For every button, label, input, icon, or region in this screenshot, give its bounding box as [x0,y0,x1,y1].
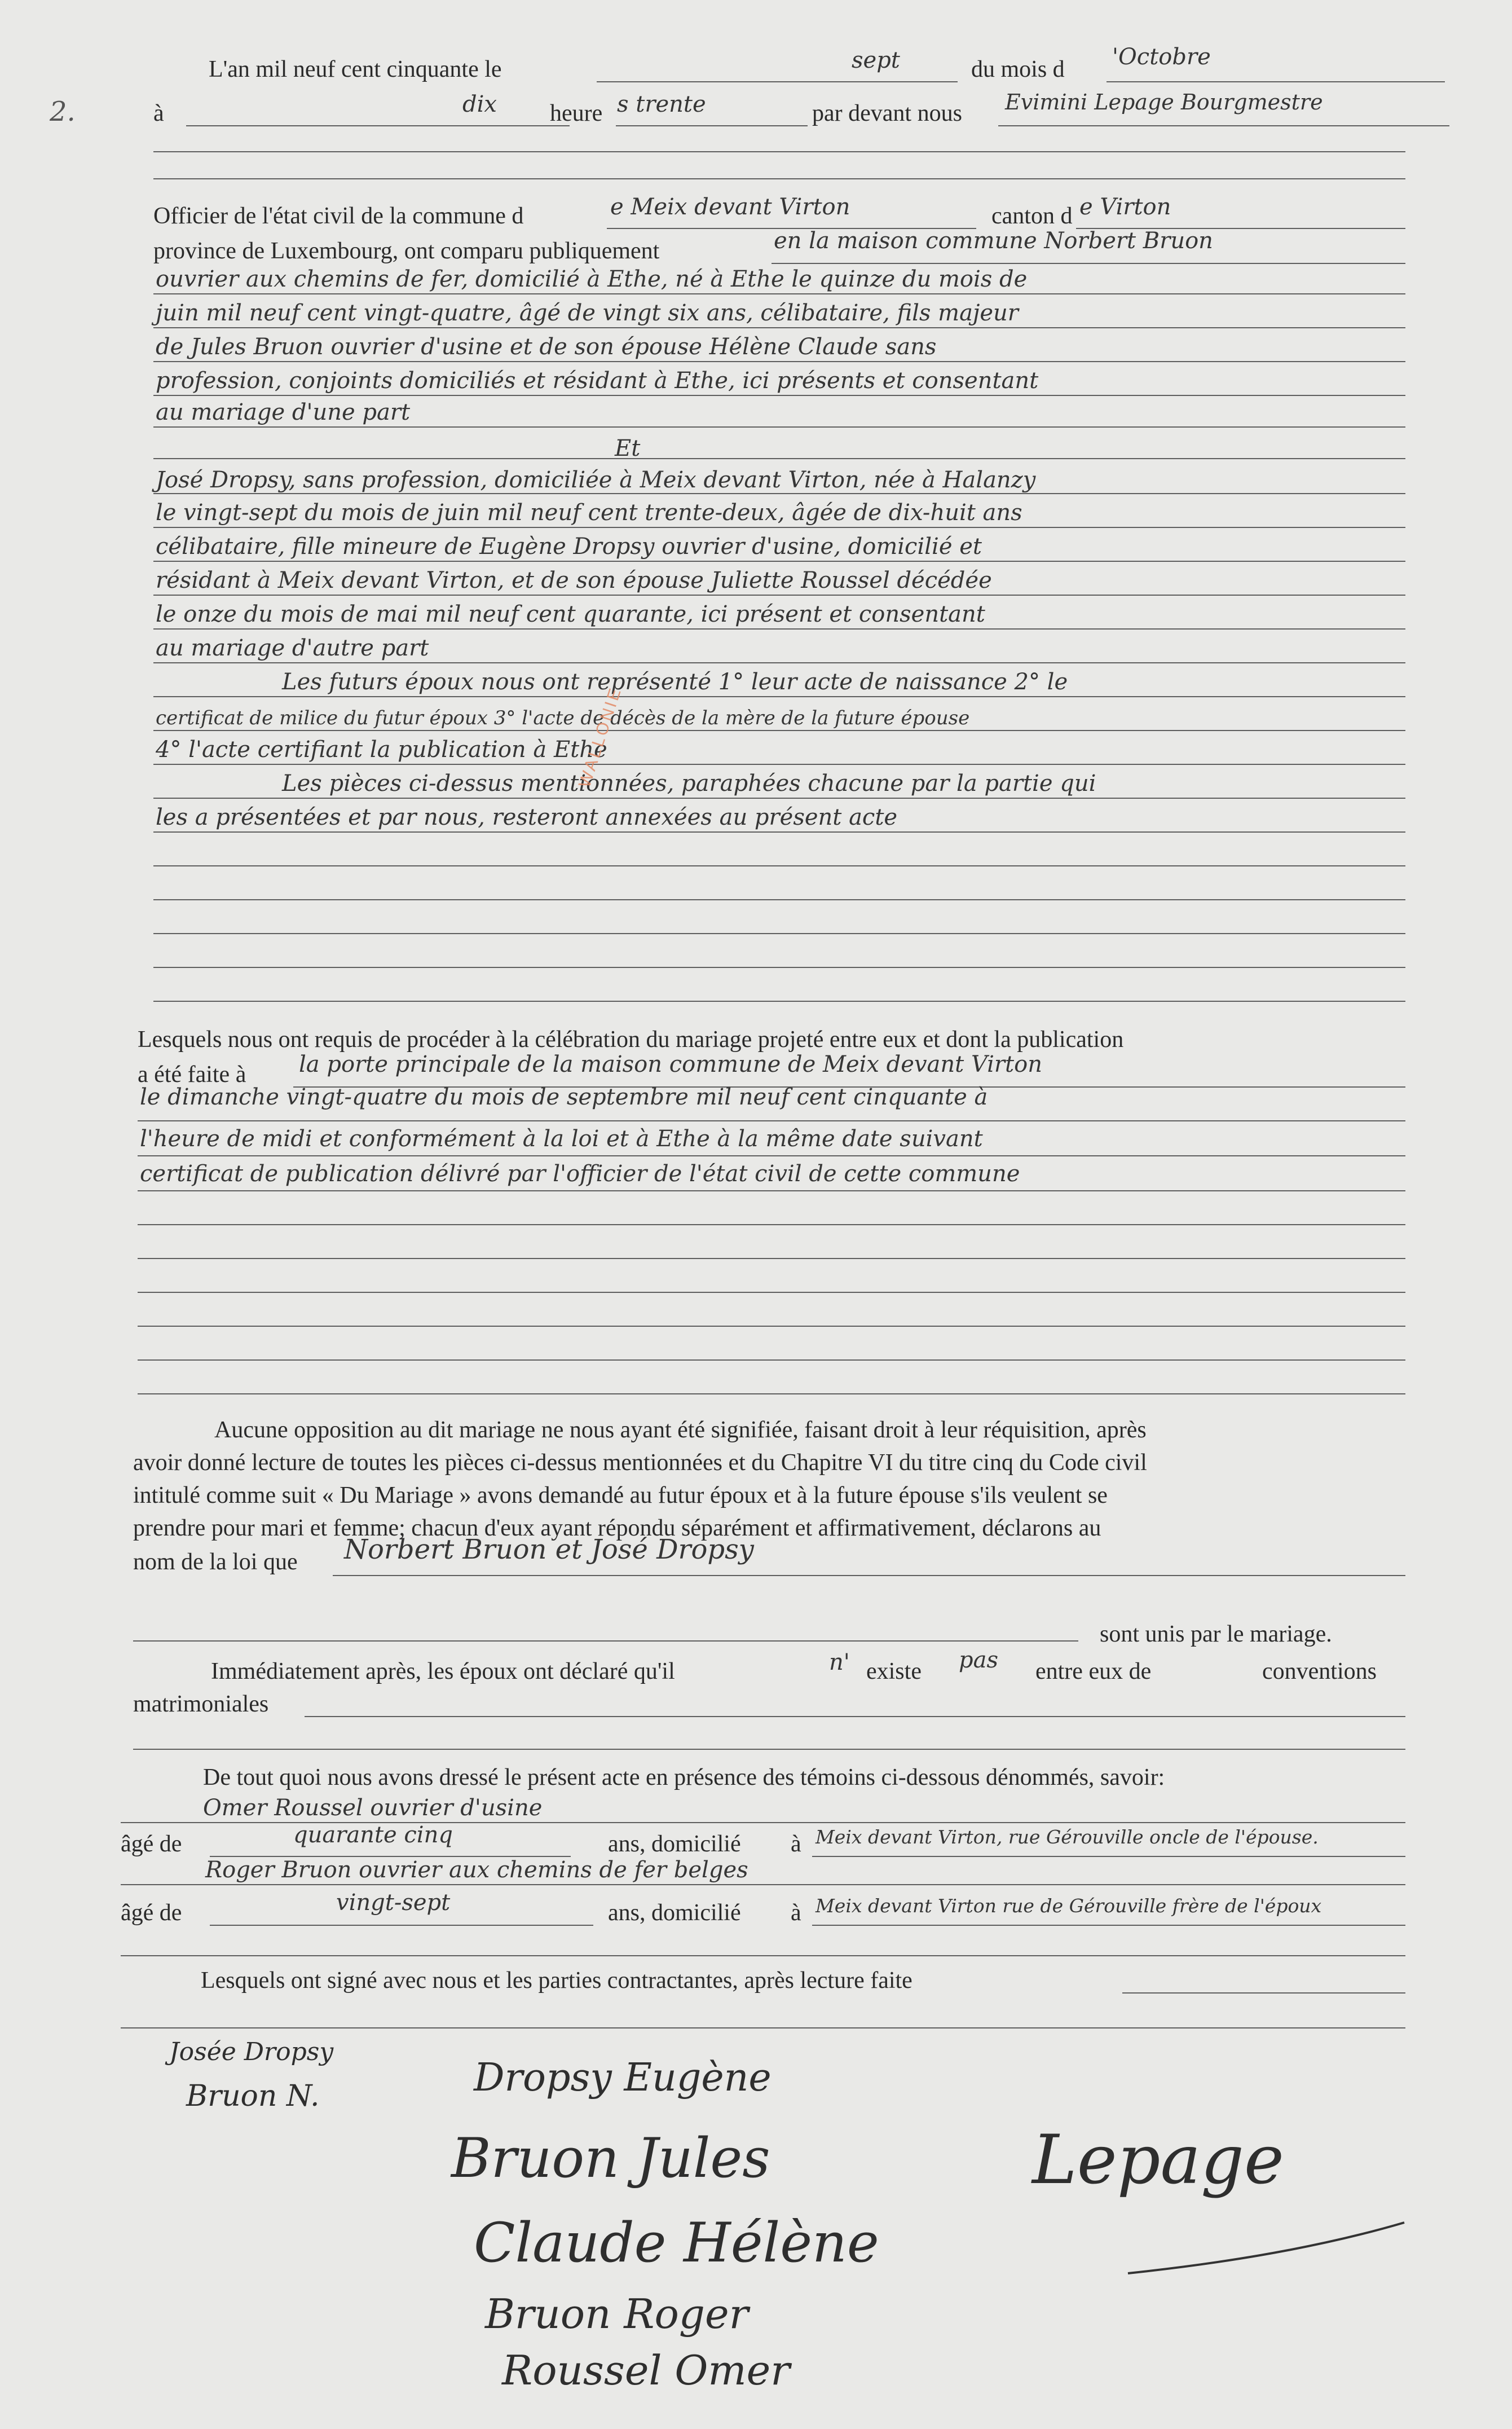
groom-line: au mariage d'une part [156,399,411,425]
rule [153,293,1405,294]
rule [153,798,1405,799]
bride-line: le vingt-sept du mois de juin mil neuf cent trente-deux, âgée de dix-huit ans [156,500,1022,526]
groom-line: profession, conjoints domiciliés et résidant à Ethe, ici présents et consentant [156,368,1039,394]
rule [153,628,1405,630]
publication-hw-line: le dimanche vingt-quatre du mois de septembre mil neuf cent cinquante à [140,1084,988,1110]
rule [153,527,1405,528]
rule [153,967,1405,968]
witness1-name-handwritten: Omer Roussel ouvrier d'usine [203,1795,543,1821]
publication-hw-line: l'heure de midi et conformément à la loi et à Ethe à la même date suivant [140,1126,983,1152]
rule [121,1884,1405,1885]
matrimoniales-label: matrimoniales [133,1691,269,1717]
conventions-existe: existe [866,1658,922,1684]
bride-line: José Dropsy, sans profession, domiciliée à Meix devant Virton, née à Halanzy [156,467,1036,493]
loi-label: nom de la loi que [133,1549,298,1575]
rule [153,831,1405,833]
witness1-domicile-handwritten: Meix devant Virton, rue Gérouville oncle de l'épouse. [815,1826,1319,1848]
rule [153,395,1405,396]
opposition-line: Aucune opposition au dit mariage ne nous ayant été signifiée, faisant droit à leur réquisition, après [214,1417,1147,1443]
bride-line: célibataire, fille mineure de Eugène Dropsy ouvrier d'usine, domicilié et [156,534,982,560]
opposition-line: prendre pour mari et femme; chacun d'eux ayant répondu séparément et affirmativement, déclarons au [133,1515,1101,1541]
w2-age-label: âgé de [121,1900,182,1926]
officer-line1: Officier de l'état civil de la commune d [153,203,524,229]
rule [138,1155,1405,1156]
commune-handwritten: e Meix devant Virton [610,194,850,220]
rule [153,426,1405,428]
rule [305,1716,1405,1717]
signed-line: Lesquels ont signé avec nous et les parties contractantes, après lecture faite [201,1968,913,1994]
witnesses-intro: De tout quoi nous avons dressé le présent acte en présence des témoins ci-dessous dénommés, savoir: [203,1764,1165,1790]
rule [133,1749,1405,1750]
rule [1107,81,1445,82]
canton-label: canton d [991,203,1073,229]
rule [153,899,1405,900]
father-signature: Dropsy Eugène [474,2056,772,2100]
publication-hw-line: certificat de publication délivré par l'officier de l'état civil de cette commune [140,1161,1020,1187]
groom-line: juin mil neuf cent vingt-quatre, âgé de vingt six ans, célibataire, fils majeur [156,300,1019,326]
day-handwritten: sept [852,47,900,73]
opposition-line: avoir donné lecture de toutes les pièces ci-dessus mentionnées et du Chapitre VI du titre cinq du Code civil [133,1450,1147,1476]
rule [616,125,808,126]
groom-father-signature: Bruon Jules [451,2127,770,2190]
rule [153,764,1405,765]
witness1-age-handwritten: quarante cinq [293,1822,453,1848]
w1-ans-label: ans, domicilié [608,1831,741,1857]
rule [153,327,1405,328]
rule [138,1224,1405,1225]
conventions-entre: entre eux de [1035,1658,1152,1684]
witness-roger-signature: Bruon Roger [485,2290,748,2338]
groom-mother-signature: Claude Hélène [474,2211,879,2274]
rule [1122,1992,1405,1994]
rule [121,1955,1405,1956]
wallonie-watermark: WALLONIE [575,684,625,790]
mois-label: du mois d [971,56,1065,82]
rule [138,1326,1405,1327]
pieces-line: Les pièces ci-dessus mentionnées, paraphées chacune par la partie qui [282,771,1096,797]
witness-omer-signature: Roussel Omer [502,2347,790,2394]
month-handwritten: 'Octobre [1112,44,1211,70]
spouses-names-handwritten: Norbert Bruon et José Dropsy [344,1534,754,1565]
w2-ans-label: ans, domicilié [608,1900,741,1926]
rule [153,865,1405,866]
rule [153,458,1405,459]
witness2-name-handwritten: Roger Bruon ouvrier aux chemins de fer belges [205,1857,748,1883]
rule [153,493,1405,494]
officer-signature: Lepage [1032,2121,1284,2199]
bride-line: le onze du mois de mai mil neuf cent quarante, ici présent et consentant [156,601,985,627]
rule [153,1001,1405,1002]
publication-line2: a été faite à [138,1062,246,1088]
rule [210,1925,593,1926]
rule [153,730,1405,731]
witness2-domicile-handwritten: Meix devant Virton rue de Gérouville frère de l'époux [815,1895,1322,1917]
unis-label: sont unis par le mariage. [1100,1621,1332,1647]
n-handwritten: n' [829,1649,850,1675]
rule [153,561,1405,562]
hour-handwritten: dix [462,91,497,117]
w2-a-label: à [791,1900,801,1926]
minutes-handwritten: s trente [617,91,706,117]
rule [812,1856,1405,1857]
opposition-line: intitulé comme suit « Du Mariage » avons demandé au futur époux et à la future épouse s'ils veulent se [133,1482,1108,1508]
groom-signature: Bruon N. [186,2079,320,2113]
conventions-line1a: Immédiatement après, les époux ont déclaré qu'il [211,1658,675,1684]
bride-signature: Josée Dropsy [169,2038,334,2066]
groom-line: ouvrier aux chemins de fer, domicilié à Ethe, né à Ethe le quinze du mois de [156,266,1028,292]
rule [138,1292,1405,1293]
pieces-line: les a présentées et par nous, resteront annexées au présent acte [156,804,898,830]
margin-number: 2. [50,96,76,127]
rule [812,1925,1405,1926]
conventions-word: conventions [1262,1658,1377,1684]
et-handwritten: Et [615,435,641,461]
pas-handwritten: pas [959,1647,998,1673]
rule [138,1393,1405,1394]
pieces-line: Les futurs époux nous ont représenté 1° leur acte de naissance 2° le [282,669,1068,695]
w1-a-label: à [791,1831,801,1857]
groom-line: de Jules Bruon ouvrier d'usine et de son épouse Hélène Claude sans [156,334,937,360]
rule [772,263,1405,264]
rule [138,1258,1405,1259]
publication-line1: Lesquels nous ont requis de procéder à la célébration du mariage projeté entre eux et dont la publication [138,1027,1124,1053]
rule [121,2027,1405,2028]
rule [138,1120,1405,1121]
groom-handwritten: en la maison commune Norbert Bruon [774,228,1213,254]
rule [998,125,1449,126]
rule [138,1359,1405,1361]
rule [133,1640,1078,1642]
rule [186,125,570,126]
a-label: à [153,100,164,126]
officer-signature-flourish [1122,2211,1416,2279]
rule [153,696,1405,697]
rule [153,662,1405,663]
rule [597,81,958,82]
publication-place-handwritten: la porte principale de la maison commune de Meix devant Virton [299,1051,1042,1077]
header-line1: L'an mil neuf cent cinquante le [209,56,502,82]
rule [153,151,1405,152]
bride-line: résidant à Meix devant Virton, et de son épouse Juliette Roussel décédée [156,567,992,593]
rule [153,933,1405,934]
officer-handwritten: Evimini Lepage Bourgmestre [1005,90,1323,115]
w1-age-label: âgé de [121,1831,182,1857]
witness2-age-handwritten: vingt-sept [336,1890,451,1916]
officer-line2: province de Luxembourg, ont comparu publiquement [153,238,660,264]
rule [333,1575,1405,1576]
devant-label: par devant nous [812,100,962,126]
canton-handwritten: e Virton [1079,194,1171,220]
heure-label: heure [550,100,603,126]
rule [153,361,1405,362]
rule [153,178,1405,179]
bride-line: au mariage d'autre part [156,635,429,661]
rule [138,1190,1405,1191]
pieces-line: 4° l'acte certifiant la publication à Ethe [156,737,607,763]
rule [153,595,1405,596]
pieces-line: certificat de milice du futur époux 3° l'acte de décès de la mère de la future épouse [156,707,970,729]
